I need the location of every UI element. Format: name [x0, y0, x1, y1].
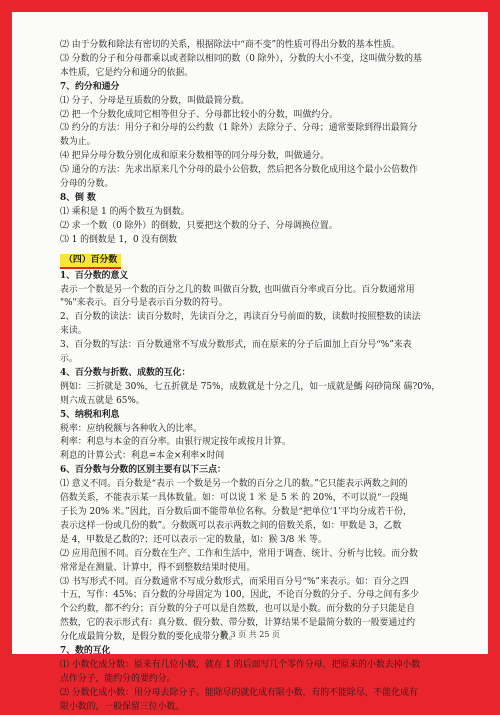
percent-text-line: 表示一个数是另一个数的百分之几的数 叫做百分数, 也叫做百分率或百分比。百分数通常用	[60, 284, 415, 295]
percent-text-line: 示。	[60, 354, 78, 365]
fractions-text-line: ⑷ 把异分母分数分别化成和原来分数相等的同分母分数，叫做通分。	[60, 151, 330, 162]
fractions-text-line: ⑵ 由于分数和除法有密切的关系，根据除法中“商不变”的性质可得出分数的基本性质。	[60, 40, 401, 50]
page-number-footer: 第 3 页 共 25 页	[220, 630, 280, 639]
page-content	[60, 39, 456, 715]
section-heading-percentages: （四）百分数	[60, 254, 121, 269]
percent-text-line: 十五，写作：45%；百分数的分母固定为 100，因此，不论百分数的分子、分母之间有多少	[60, 590, 419, 601]
fractions-text-line: ⑴ 分子、分母是互质数的分数，叫做最简分数。	[60, 95, 250, 106]
percent-text-line: 税率：应纳税额与各种收入的比率。	[60, 423, 202, 434]
fractions-text-line: ⑶ 约分的方法：用分子和分母的公约数（1 除外）去除分子、分母；通常要除到得出最简分	[60, 123, 418, 134]
percent-heading: 4、百分数与折数、成数的互化：	[60, 367, 191, 378]
percentages-section-body	[60, 270, 456, 715]
percent-text-line: 利息的计算公式：利息=本金×利率×时间	[60, 451, 225, 462]
fractions-text-line: 本性质，它是约分和通分的依据。	[60, 67, 194, 78]
percent-text-line: 利率：利息与本金的百分率。由银行规定按年或按月计算。	[60, 437, 291, 448]
percent-text-line: "%"来表示。百分号是表示百分数的符号。	[60, 298, 228, 309]
percent-text-line: 例如：三折就是 30%，七五折就是 75%，成数就是十分之几，如一成就是鰢 闷砂筒琛 碭?0%，	[60, 381, 441, 392]
percent-heading: 7、数的互化	[60, 646, 111, 657]
percent-text-line: 倍数关系，不能表示某一具体数量。如：可以说 1 米 是 5 米 的 20%，不可以说“一段绳	[60, 493, 409, 504]
percent-heading: 1、百分数的意义	[60, 270, 129, 281]
percent-text-line: 子长为 20% 米。”因此，百分数后面不能带单位名称。分数是“把单位‘1’平均分成若干份，	[60, 507, 412, 517]
fractions-text-line: 数为止。	[60, 137, 96, 148]
fractions-heading: 7、约分和通分	[60, 81, 120, 92]
fractions-text-line: ⑵ 求一个数（0 除外）的倒数，只要把这个数的分子、分母调换位置。	[60, 220, 338, 231]
percent-text-line: 限小数的，一般保留三位小数。	[60, 701, 185, 712]
percent-text-line: 表示这样一份或几份的数”。分数既可以表示两数之间的倍数关系，如：甲数是 3，乙数	[60, 520, 402, 531]
percent-heading: 6、百分数与分数的区别主要有以下三点：	[60, 465, 226, 476]
percent-text-line: 分化成最简分数，是假分数的要化成带分数。	[60, 632, 238, 643]
fractions-continued-block	[60, 39, 456, 248]
fractions-heading: 8、倒 数	[60, 192, 96, 203]
percent-heading: 5、纳税和利息	[60, 409, 120, 420]
percent-text-line: ⑵ 应用范围不同。百分数在生产、工作和生活中，常用于调查、统计、分析与比较。而分数	[60, 548, 418, 559]
percent-text-line: 2、百分数的读法：读百分数时，先读百分之，再读百分号前面的数，读数时按照整数的读法	[60, 312, 421, 323]
fractions-text-line: ⑵ 把一个分数化成同它相等但分子、分母都比较小的分数，叫做约分。	[60, 109, 338, 120]
fractions-text-line: ⑸ 通分的方法：先求出原来几个分母的最小公倍数，然后把各分数化成用这个最小公倍数作	[60, 165, 418, 176]
percent-text-line: 则六成五就是 65%。	[60, 395, 145, 406]
document-page	[12, 12, 488, 712]
fractions-text-line: 分母的分数。	[60, 179, 114, 190]
percent-text-line: ⑶ 书写形式不同。百分数通常不写成分数形式，而采用百分号“%”来表示。如：百分之四	[60, 576, 409, 587]
fractions-text-line: ⑶ 1 的倒数是 1，0 没有倒数	[60, 234, 177, 245]
percent-text-line: 是 4，甲数是乙数的?；还可以表示一定的数量，如：猴 3/8 米 等。	[60, 534, 327, 545]
percent-text-line: ⑵ 分数化成小数：用分母去除分子。能除尽的就化成有限小数，有的不能除尽，不能化成有	[60, 687, 418, 698]
fractions-text-line: ⑴ 乘积是 1 的两个数互为倒数。	[60, 206, 190, 217]
percent-text-line: 来读。	[60, 326, 87, 337]
percent-text-line: 3、百分数的写法：百分数通常不写成分数形式，而在原来的分子后面加上百分号“%”来表	[60, 340, 412, 351]
percent-text-line: 常常是在测量、计算中，得不到整数结果时使用。	[60, 562, 256, 573]
percent-text-line: 个公约数，都不约分；百分数的分子可以是自然数，也可以是小数。而分数的分子只能是自	[60, 604, 415, 615]
percent-text-line: 然数，它的表示形式有：真分数、假分数、带分数，计算结果不是最简分数的一般要通过约	[60, 618, 415, 629]
percent-text-line: ⑴ 小数化成分数：原来有几位小数，就在 1 的后面写几个零作分母，把原来的小数去掉小数	[60, 659, 421, 670]
percent-text-line: 点作分子，能约分的要约分。	[60, 673, 176, 684]
percent-text-line: ⑴ 意义不同。百分数是“表示 一个数是另一个数的百分之几的数。”它只能表示两数之间的	[60, 479, 408, 490]
fractions-text-line: ⑶ 分数的分子和分母都乘以或者除以相同的数（0 除外），分数的大小不变，这叫做分数的基	[60, 53, 422, 64]
